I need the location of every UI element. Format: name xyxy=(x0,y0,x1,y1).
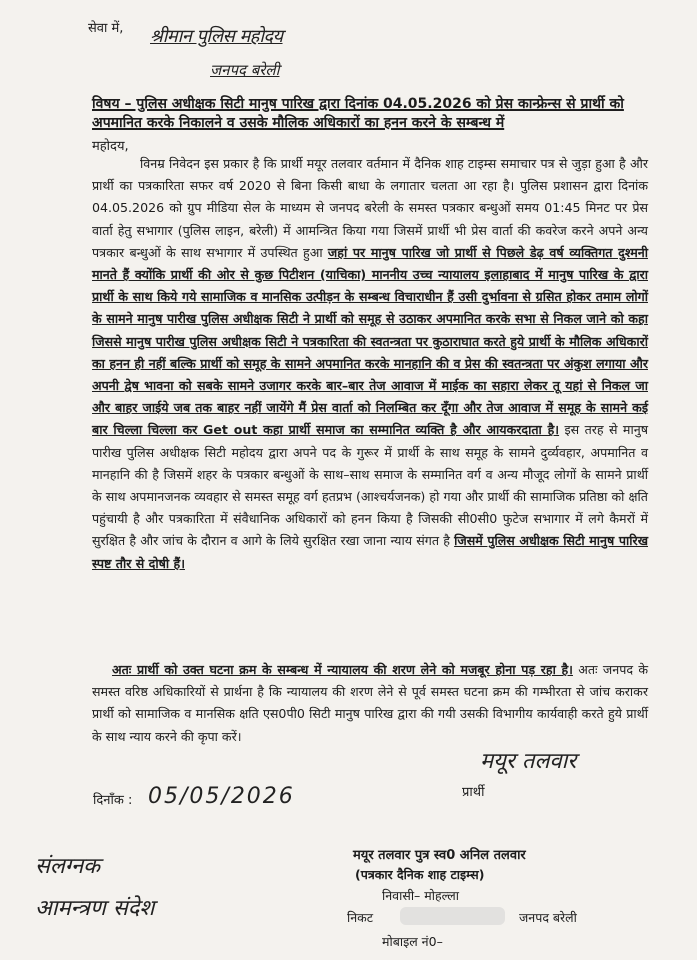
mobile-label: मोबाइल नं0– xyxy=(382,934,443,949)
applicant-designation: (पत्रकार दैनिक शाह टाइम्स) xyxy=(355,867,485,882)
date-value: 05/05/2026 xyxy=(148,784,295,809)
applicant-signature: मयूर तलवार xyxy=(480,749,577,774)
date-label: दिनाँक : xyxy=(93,793,133,808)
handwritten-enclosure-item: आमन्त्रण संदेश xyxy=(35,896,155,921)
address-line-1: निवासी– मोहल्ला xyxy=(382,888,459,903)
address-line-2-prefix: निकट xyxy=(347,910,374,925)
handwritten-place: जनपद बरेली xyxy=(210,61,280,79)
applicant-name: मयूर तलवार पुत्र स्व0 अनिल तलवार xyxy=(353,848,526,863)
handwritten-addressee: श्रीमान पुलिस महोदय xyxy=(150,26,283,47)
addressee-label: सेवा में, xyxy=(88,21,124,36)
handwritten-enclosure-label: संलग्नक xyxy=(35,854,101,879)
redacted-smudge xyxy=(400,907,505,925)
salutation: महोदय, xyxy=(92,139,129,154)
body-paragraph-2: अतः प्रार्थी को उक्त घटना क्रम के सम्बन्ध में न्यायालय की शरण लेने को मजबूर होना पड़ रहा है। अतः जनपद के समस्त वरिष्ठ अधिकारियों से प्रार्थना है कि न्यायालय की शरण लेने से पूर्व समस्त घटना क्रम की गम्भीरता से जांच कराकर प्रार्थी को सामाजिक व मानसिक क्षति एस0पी0 सिटी मानुष पारिख द्वारा की गयी उसकी विभागीय कार्यवाही करते हुये प्रार्थी के साथ न्याय करने की कृपा करें। xyxy=(92,662,648,744)
subject-line: विषय – पुलिस अधीक्षक सिटी मानुष पारिख द्वारा दिनांक 04.05.2026 को प्रेस कान्फ्रेन्स से प्रार्थी को अपमानित करके निकालने व उसके मौलिक अधिकारों का हनन करने के सम्बन्ध में xyxy=(92,96,624,131)
body-paragraph-1: विनम्र निवेदन इस प्रकार है कि प्रार्थी मयूर तलवार वर्तमान में दैनिक शाह टाइम्स समाचार पत्र से जुड़ा हुआ है और प्रार्थी का पत्रकारिता सफर वर्ष 2020 से बिना किसी बाधा के लगातार चलता आ रहा है। पुलिस प्रशासन द्वारा दिनांक 04.05.2026 को ग्रुप मीडिया सेल के माध्यम से जनपद बरेली के समस्त पत्रकार बन्धुओं समय 01:45 मिनट पर प्रेस वार्ता हेतु सभागार (पुलिस लाइन, बरेली) में आमन्त्रित किया गया जिसमें प्रार्थी भी प्रेस वार्ता की कवरेज करने अपने अन्य पत्रकार बन्धुओं के साथ सभागार में उपस्थित हुआ जहां पर मानुष पारिख जो प्रार्थी से पिछले डेढ़ वर्ष व्यक्तिगत दुश्मनी मानते हैं क्योंकि प्रार्थी की ओर से कुछ पिटीशन (याचिका) माननीय उच्च न्यायालय इलाहाबाद में मानुष पारिख के द्वारा प्रार्थी के साथ किये गये सामाजिक व मानसिक उत्पीड़न के सम्बन्ध विचाराधीन हैं उसी दुर्भावना से ग्रसित होकर तमाम लोगों के सामने मानुष पारीख पुलिस अधीक्षक सिटी ने प्रार्थी को समूह से उठाकर अपमानित करके सभा से निकल जाने को कहा जिससे मानुष पारीख पुलिस अधीक्षक सिटी ने पत्रकारिता की स्वतन्त्रता पर कुठाराघात करते हुये प्रार्थी के मौलिक अधिकारों का हनन ही नहीं बल्कि प्रार्थी को समूह के सामने अपमानित करके मानहानि की व प्रेस की स्वतन्त्रता पर अंकुश लगाया और अपनी द्वेष भावना को सबके सामने उजागर करके बार–बार तेज आवाज में माईक का सहारा लेकर तू यहां से निकल जा और बाहर जाईये जब तक बाहर नहीं जायेंगे मैं प्रेस वार्ता को निलम्बित कर दूँगा और तेज आवाज में समूह के सामने कई बार चिल्ला चिल्ला कर Get out कहा प्रार्थी समाज का सम्मानित व्यक्ति है और आयकरदाता है। इस तरह से मानुष पारीख पुलिस अधीक्षक सिटी महोदय द्वारा अपने पद के गुरूर में प्रार्थी के साथ समूह के सामने दुर्व्यवहार, अपमानित व मानहानि की है जिसमें शहर के पत्रकार बन्धुओं के साथ–साथ समाज के सम्मानित वर्ग व अन्य मौजूद लोगों के सामने प्रार्थी के साथ अपमानजनक व्यवहार से समस्त समूह वर्ग हतप्रभ (आश्चर्यजनक) हो गया और प्रार्थी की सामाजिक प्रतिष्ठा को क्षति पहुंचायी है और पत्रकारिता में संवैधानिक अधिकारों को हनन किया है जिसकी सी0सी0 फुटेज सभागार में लगे कैमरों में सुरक्षित है और जांच के दौरान व आगे के लिये सुरक्षित रखा जाना न्याय संगत है जिसमें पुलिस अधीक्षक सिटी मानुष पारिख स्पष्ट तौर से दोषी हैं। xyxy=(92,156,648,571)
applicant-label: प्रार्थी xyxy=(462,785,485,800)
address-line-2-district: जनपद बरेली xyxy=(519,910,577,925)
